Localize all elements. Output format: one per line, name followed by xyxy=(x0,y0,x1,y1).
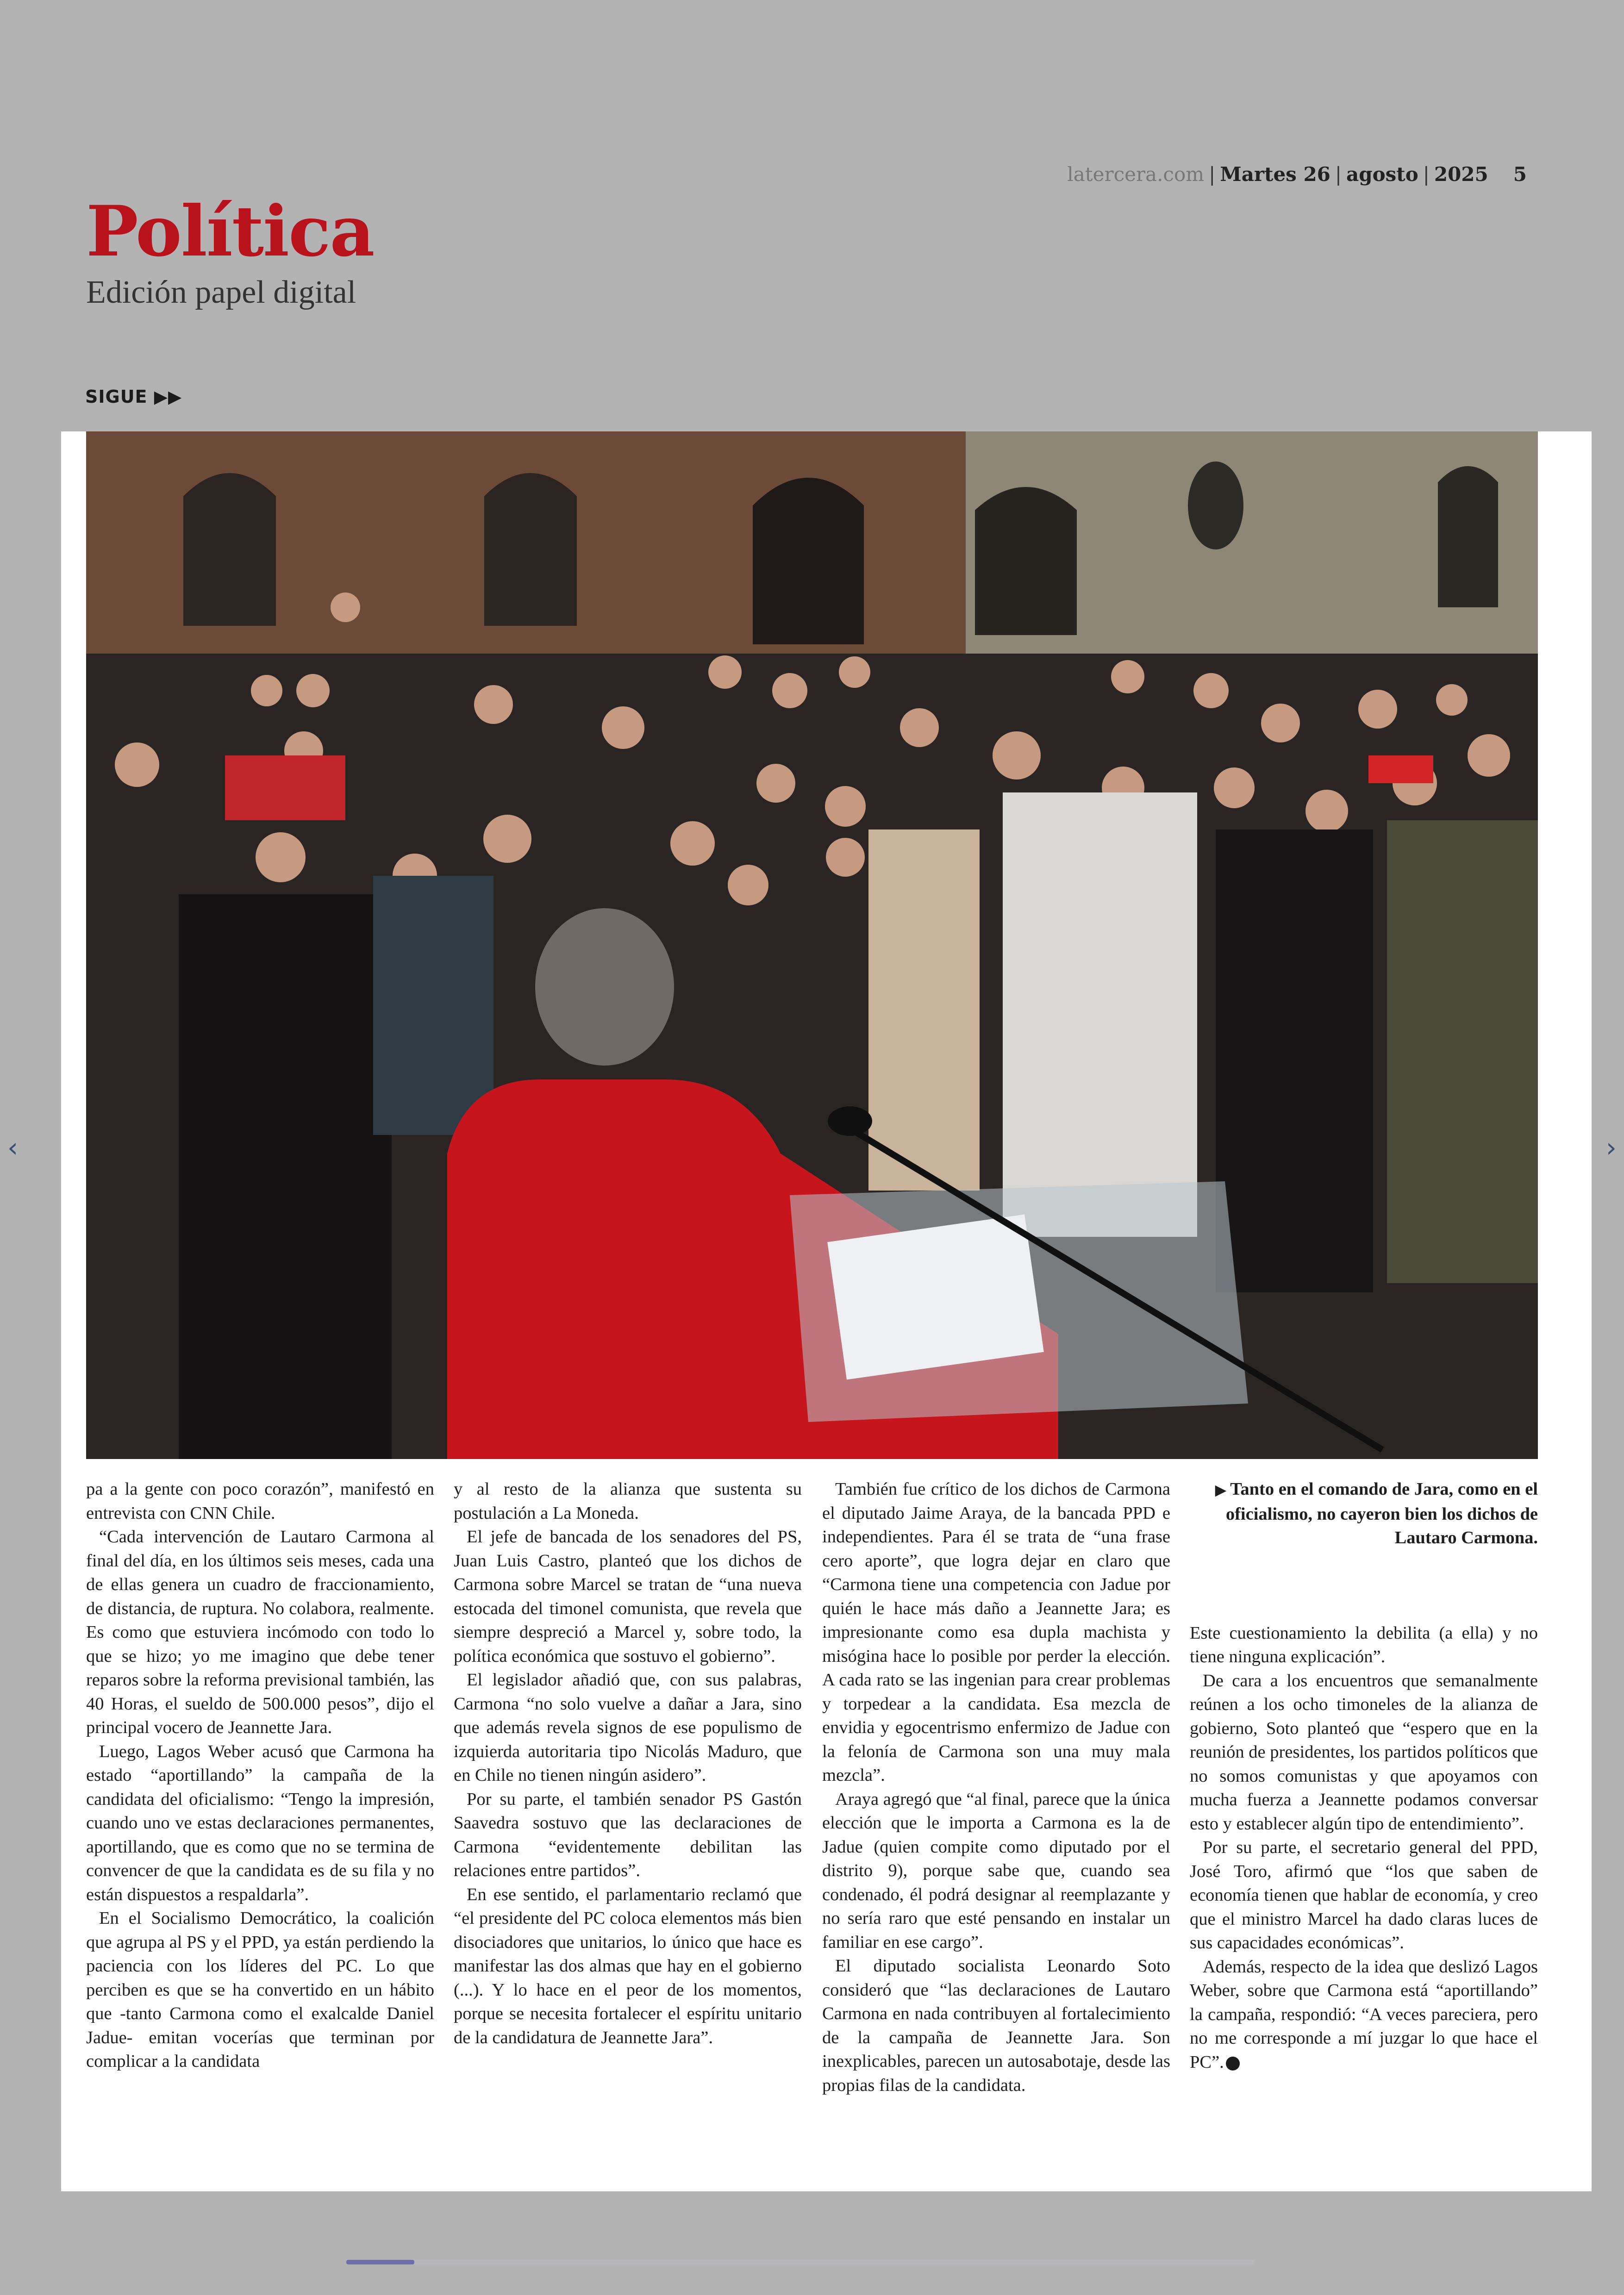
paragraph: Este cuestionamiento la debilita (a ella) y no tiene ninguna explicación”. xyxy=(1190,1623,1538,1666)
paragraph: Por su parte, el también senador PS Gastón Saavedra sostuvo que las declaraciones de Carmona “evidentemente debilitan las relaciones entre partidos”. xyxy=(454,1789,802,1880)
paragraph: De cara a los encuentros que semanalmente reúnen a los ocho timoneles de la alianza de gobierno, Soto planteó que “espero que en la reunión de presidentes, los partidos políticos que no somos comunistas y que apoyamos con mucha fuerza a Jeannette podamos conversar esto y establecer algún tipo de entendimiento”. xyxy=(1190,1671,1538,1834)
article-column-2 xyxy=(454,1478,802,2050)
caption-text: Tanto en el comando de Jara, como en el oficialismo, no cayeron bien los dichos de Lautaro Carmona. xyxy=(1225,1479,1538,1547)
paragraph: y al resto de la alianza que sustenta su postulación a La Moneda. xyxy=(454,1479,802,1523)
next-page-button[interactable] xyxy=(1606,1132,1617,1163)
paragraph xyxy=(1190,1955,1538,2075)
newspaper-page xyxy=(61,431,1592,2191)
paragraph: El jefe de bancada de los senadores del PS, Juan Luis Castro, planteó que los dichos de Carmona sobre Marcel se tratan de “una nueva estocada del timonel comunista, que revela que siempre despreció a Marcel y, sobre todo, la política económica que sostuvo el gobierno”. xyxy=(454,1527,802,1666)
paragraph: Por su parte, el secretario general del PPD, José Toro, afirmó que “los que saben de economía tienen que hablar de economía, y creo que el ministro Marcel ha dado claras luces de sus capacidades económicas”. xyxy=(1190,1838,1538,1952)
paragraph: El diputado socialista Leonardo Soto consideró que “las declaraciones de Lautaro Carmona en nada contribuyen al fortalecimiento de la campaña de Jeannette Jara. Son inexplicables, parecen un autosabotaje, desde las propias filas de la candidata. xyxy=(822,1956,1170,2095)
paragraph: Araya agregó que “al final, parece que la única elección que le importa a Carmona es la de Jadue (quien compite como diputado por el distrito 9), porque sabe que, cuando sea condenado, él podrá designar al reemplazante y no sería raro que esté pensando en instalar un familiar en ese cargo”. xyxy=(822,1789,1170,1952)
reading-progress-bar[interactable] xyxy=(346,2260,1254,2264)
site-name: latercera.com xyxy=(1067,163,1205,186)
article-photo xyxy=(86,431,1538,1459)
prev-page-button[interactable] xyxy=(7,1132,18,1163)
section-title: Política xyxy=(86,191,374,272)
page-number: 5 xyxy=(1513,163,1527,186)
paragraph: En el Socialismo Democrático, la coalición que agrupa al PS y el PPD, ya están perdiendo la paciencia con los líderes del PC. Lo que perciben es que se ha convertido en un hábito que -tanto Carmona como el exalcalde Daniel Jadue- emitan vocerías que terminan por complicar a la candidata xyxy=(86,1908,434,2071)
paragraph: El legislador añadió que, con sus palabras, Carmona “no solo vuelve a dañar a Jara, sino que además revela signos de ese populismo de izquierda autoritaria tipo Nicolás Maduro, que en Chile no tienen ningún asidero”. xyxy=(454,1670,802,1785)
paragraph: En ese sentido, el parlamentario reclamó que “el presidente del PC coloca elementos más bien disociadores que unitarios, lo único que hace es manifestar las dos almas que hay en el gobierno (...). Y lo hace en el peor de los momentos, porque se necesita fortalecer el espíritu unitario de la candidatura de Jeannette Jara”. xyxy=(454,1884,802,2047)
paragraph: “Cada intervención de Lautaro Carmona al final del día, en los últimos seis meses, cada una de ellas genera un cuadro de fraccionamiento, de distancia, de ruptura. No colabora, realmente. Es como que estuviera incómodo con todo lo que se hizo; yo me imagino que debe tener reparos sobre la reforma previsional también, las 40 Horas, el sueldo de 500.000 pesos”, dijo el principal vocero de Jeannette Jara. xyxy=(86,1527,434,1737)
crowd-photo-illustration xyxy=(86,431,1538,1459)
paragraph-text: Además, respecto de la idea que deslizó Lagos Weber, sobre que Carmona está “aportillando” la campaña, respondió: “A veces pareciera, pero no me corresponde a mí juzgar lo que hace el PC”. xyxy=(1190,1957,1538,2072)
photo-caption xyxy=(1190,1478,1538,1550)
article-column-4 xyxy=(1190,1478,1538,2074)
section-subtitle: Edición papel digital xyxy=(86,274,356,310)
edition-year: 2025 xyxy=(1434,163,1488,186)
continue-label: SIGUE ▶▶ xyxy=(85,387,182,407)
chevron-left-icon: ‹ xyxy=(7,1132,19,1163)
edition-day: Martes 26 xyxy=(1220,163,1330,186)
edition-dateline: latercera.com | Martes 26 | agosto | 2025 5 xyxy=(1067,163,1527,186)
end-of-article-icon xyxy=(1226,2057,1240,2070)
paragraph: También fue crítico de los dichos de Carmona el diputado Jaime Araya, de la bancada PPD e independientes. Para él se trata de “una frase cero aporte”, que logra dejar en claro que “Carmona tiene una competencia con Jadue por quién le hace más daño a Jeannette Jara; es impresionante como esa dupla machista y misógina hace lo posible por perder la elección. A cada rato se las ingenian para crear problemas y torpedear a la candidata. Esa mezcla de envidia y egocentrismo enfermizo de Jadue con la felonía de Carmona son una muy mala mezcla”. xyxy=(822,1479,1170,1785)
article-column-3 xyxy=(822,1478,1170,2097)
paragraph: pa a la gente con poco corazón”, manifestó en entrevista con CNN Chile. xyxy=(86,1479,434,1523)
chevron-right-icon: › xyxy=(1605,1132,1617,1163)
progress-fill xyxy=(346,2260,414,2264)
caption-arrow-icon: ▶ xyxy=(1215,1483,1226,1498)
article-column-1 xyxy=(86,1478,434,2074)
edition-month: agosto xyxy=(1346,163,1418,186)
paragraph: Luego, Lagos Weber acusó que Carmona ha estado “aportillando” la campaña de la candidata del oficialismo: “Tengo la impresión, cuando uno ve estas declaraciones permanentes, aportillando, que es como que no se termina de convencer de que la candidata es de su fila y no están dispuestos a respaldarla”. xyxy=(86,1741,434,1904)
